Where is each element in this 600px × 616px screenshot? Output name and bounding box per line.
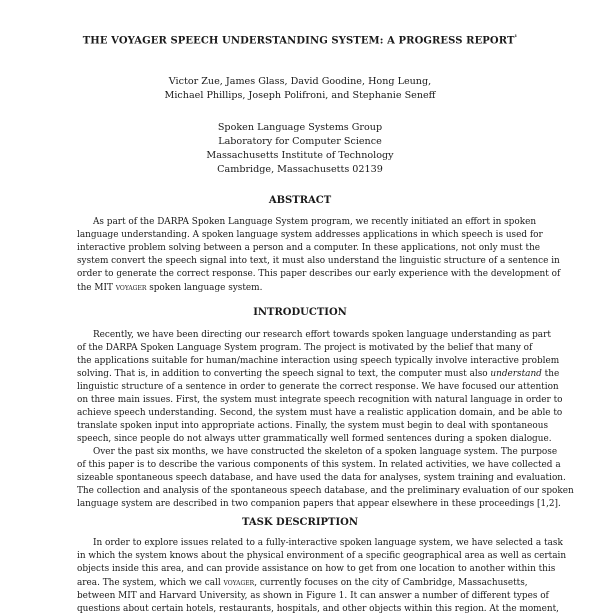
abstract-line: language understanding. A spoken language system addresses applications in which speech is used for — [77, 230, 543, 240]
introduction-paragraph-1 — [77, 329, 563, 446]
intro-line: Over the past six months, we have constructed the skeleton of a spoken language system. The purpose — [93, 447, 558, 457]
author-line: Michael Phillips, Joseph Polifroni, and Stephanie Seneff — [164, 90, 436, 101]
abstract-heading: ABSTRACT — [268, 195, 332, 206]
affiliation-line: Massachusetts Institute of Technology — [206, 150, 394, 161]
affiliation-line: Laboratory for Computer Science — [218, 136, 382, 147]
affiliation-block — [0, 121, 600, 177]
intro-line: speech, since people do not always utter grammatically well formed sentences during a spoken dialogue. — [77, 434, 552, 444]
abstract-line: order to generate the correct response. This paper describes our early experience with the development of — [77, 269, 561, 279]
intro-line: The collection and analysis of the spontaneous speech database, and the preliminary evaluation of our spoken — [77, 486, 574, 496]
task-line: in which the system knows about the physical environment of a specific geographical area as well as certain — [77, 551, 567, 561]
task-line: questions about certain hotels, restaurants, hospitals, and other objects within this region. At the moment, — [77, 604, 559, 614]
intro-line: the applications suitable for human/machine interaction using speech typically involve interactive problem — [77, 356, 560, 366]
task-line: area. The system, which we call voyager, currently focuses on the city of Cambridge, Massachusetts, — [77, 577, 528, 588]
task-line: objects inside this area, and can provide assistance on how to get from one location to another within this — [77, 564, 556, 574]
intro-line: of the DARPA Spoken Language System program. The project is motivated by the belief that many of — [77, 343, 533, 353]
intro-line: translate spoken input into appropriate actions. Finally, the system must begin to deal with spontaneous — [77, 421, 549, 431]
author-line: Victor Zue, James Glass, David Goodine, Hong Leung, — [168, 76, 432, 87]
intro-line: on three main issues. First, the system must integrate speech recognition with natural language in order to — [77, 395, 563, 405]
intro-line: sizeable spontaneous speech database, and have used the data for analyses, system training and evaluation. — [77, 473, 566, 483]
task-description-heading: TASK DESCRIPTION — [241, 517, 358, 528]
intro-line: solving. That is, in addition to converting the speech signal to text, the computer must also understand the — [77, 369, 560, 379]
intro-line: linguistic structure of a sentence in order to generate the correct response. We have focused our attention — [77, 382, 559, 392]
task-paragraph — [77, 537, 567, 616]
intro-line: achieve speech understanding. Second, the system must have a realistic application domain, and be able to — [77, 408, 563, 418]
intro-line: of this paper is to describe the various components of this system. In related activities, we have collected a — [77, 460, 561, 470]
paper-title: THE VOYAGER SPEECH UNDERSTANDING SYSTEM: A PROGRESS $REPORT^{^1}$ — [82, 34, 518, 47]
abstract-line: the MIT voyager spoken language system. — [77, 282, 263, 293]
task-line: between MIT and Harvard University, as shown in Figure 1. It can answer a number of different types of — [77, 591, 549, 601]
introduction-paragraph-2 — [77, 446, 574, 511]
abstract-body — [77, 216, 561, 295]
footnote-mark: ¹ — [514, 34, 518, 41]
abstract-line: As part of the DARPA Spoken Language System program, we recently initiated an effort in spoken — [93, 217, 537, 227]
affiliation-line: Cambridge, Massachusetts 02139 — [217, 164, 383, 175]
affiliation-line: Spoken Language Systems Group — [217, 122, 383, 133]
intro-line: Recently, we have been directing our research effort towards spoken language understanding as part — [93, 330, 551, 340]
task-line: In order to explore issues related to a fully-interactive spoken language system, we have selected a task — [93, 538, 563, 548]
intro-line: language system are described in two companion papers that appear elsewhere in these proceedings [1,2]. — [77, 499, 561, 509]
author-list — [0, 75, 600, 103]
abstract-line: interactive problem solving between a person and a computer. In these applications, not only must the — [77, 243, 541, 253]
abstract-line: system convert the speech signal into text, it must also understand the linguistic structure of a sentence in — [77, 256, 560, 266]
introduction-heading: INTRODUCTION — [253, 307, 347, 318]
